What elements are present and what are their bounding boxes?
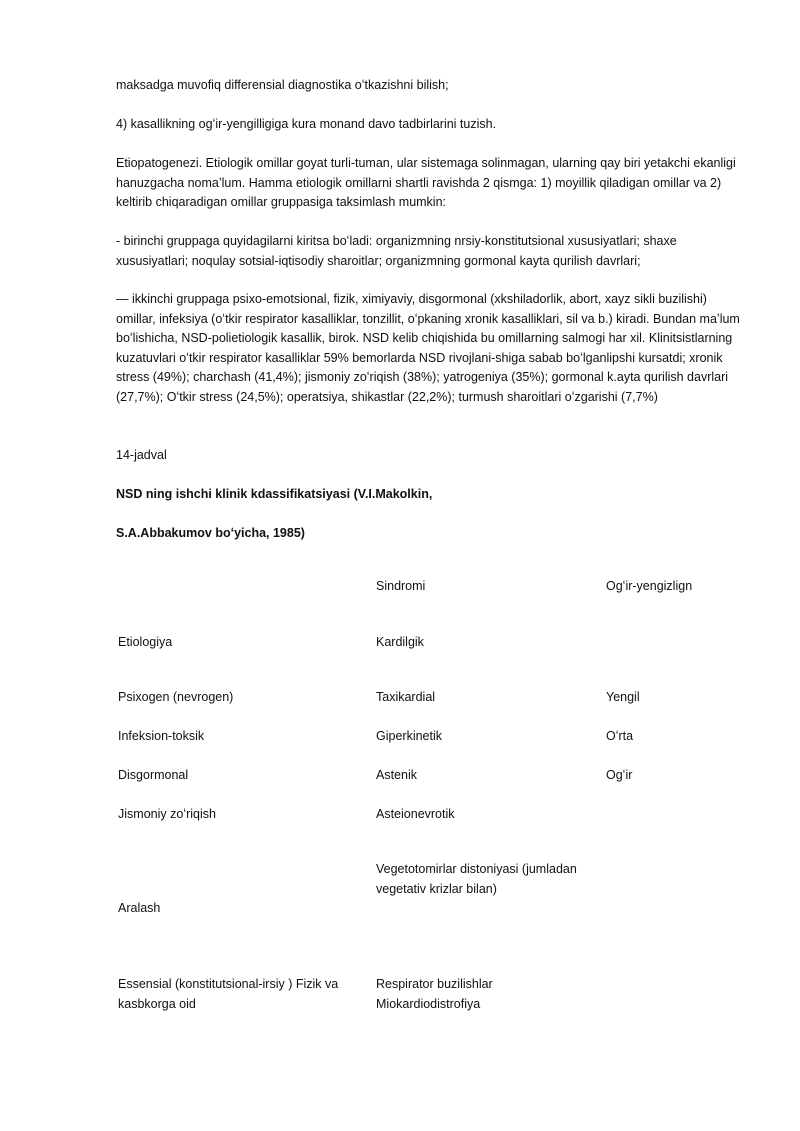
table-title-line-2: S.A.Abbakumov boʻyicha, 1985)	[116, 526, 305, 540]
table-cell-etiology: Essensial (konstitutsional-irsiy ) Fizik va kasbkorga oid	[118, 977, 339, 1011]
paragraph-first-group: - birinchi gruppaga quyidagilarni kiritsa boʻladi: organizmning nrsiy-konstitutsional xususiyatlari; shaxe xususiyatlari; noqulay sotsial-iqtisodiy sharoitlar; organizmning gormonal kayta qurilish davrlari;	[116, 234, 677, 268]
table-header-syndrome: Sindromi	[376, 579, 426, 593]
paragraph-etiopathogenesis: Etiopatogenezi. Etiologik omillar goyat turli-tuman, ular sistemaga solinmagan, ularning qay biri yetakchi ekanligi hanuzgacha nomaʼlum. Hamma etiologik omillarni shartli ravishda 2 qismga: 1) moyillik qiladigan omillar va 2) keltirib chiqaradigan omillar gruppasiga taksimlash mumkin:	[116, 156, 736, 209]
table-cell-syndrome: Astenik	[376, 768, 417, 782]
table-number: 14-jadval	[116, 448, 167, 462]
table-cell-syndrome: Taxikardial	[376, 690, 436, 704]
table-cell-severity: Ogʻir	[606, 768, 633, 782]
table-cell-etiology: Psixogen (nevrogen)	[118, 690, 234, 704]
table-cell-syndrome: Asteionevrotik	[376, 807, 455, 821]
table-cell-syndrome: Vegetotomirlar distoniyasi (jumladan vegetativ krizlar bilan)	[376, 862, 577, 896]
table-cell-severity: Yengil	[606, 690, 640, 704]
paragraph-second-group: — ikkinchi gruppaga psixo-emotsional, fizik, ximiyaviy, disgormonal (xkshiladorlik, abort, xayz sikli buzilishi) omillar, infeksiya (oʻtkir respirator kasalliklar, tonzillit, oʻpkaning xronik kasalliklari, sil va b.) kiradi. Bundan maʼlum boʻlishicha, NSD-polietiologik kasallik, birok. NSD kelib chiqishida bu omillarning salmogi har xil. Klinitsistlarning kuzatuvlari oʻtkir respirator kasalliklar 59% bemorlarda NSD rivojlani-shiga sabab boʻlganlipshi kursatdi; xronik stress (49%); charchash (41,4%); jismoniy zoʻriqish (38%); yatrogeniya (35%); gormonal k.ayta qurilish davrlari (27,7%); Oʻtkir stress (24,5%); operatsiya, shikastlar (22,2%); turmush sharoitlari oʻzgarishi (7,7%)	[116, 292, 740, 404]
table-cell-etiology: Etiologiya	[118, 635, 173, 649]
table-cell-severity: Oʻrta	[606, 729, 634, 743]
table-header-severity: Ogʻir-yengizlign	[606, 579, 693, 593]
table-cell-etiology: Disgormonal	[118, 768, 189, 782]
table-cell-syndrome: Respirator buzilishlar Miokardiodistrofiya	[376, 977, 493, 1011]
table-cell-syndrome: Giperkinetik	[376, 729, 442, 743]
table-cell-syndrome: Kardilgik	[376, 635, 424, 649]
paragraph-treatment: 4) kasallikning ogʻir-yengilligiga kura monand davo tadbirlarini tuzish.	[116, 117, 497, 131]
table-title-line-1: NSD ning ishchi klinik kdassifikatsiyasi (V.I.Makolkin,	[116, 487, 433, 501]
table-cell-etiology: Infeksion-toksik	[118, 729, 205, 743]
paragraph-diagnostics: maksadga muvofiq differensial diagnostika oʻtkazishni bilish;	[116, 78, 449, 92]
table-cell-etiology: Aralash	[118, 901, 161, 915]
table-cell-etiology: Jismoniy zoʻriqish	[118, 807, 216, 821]
